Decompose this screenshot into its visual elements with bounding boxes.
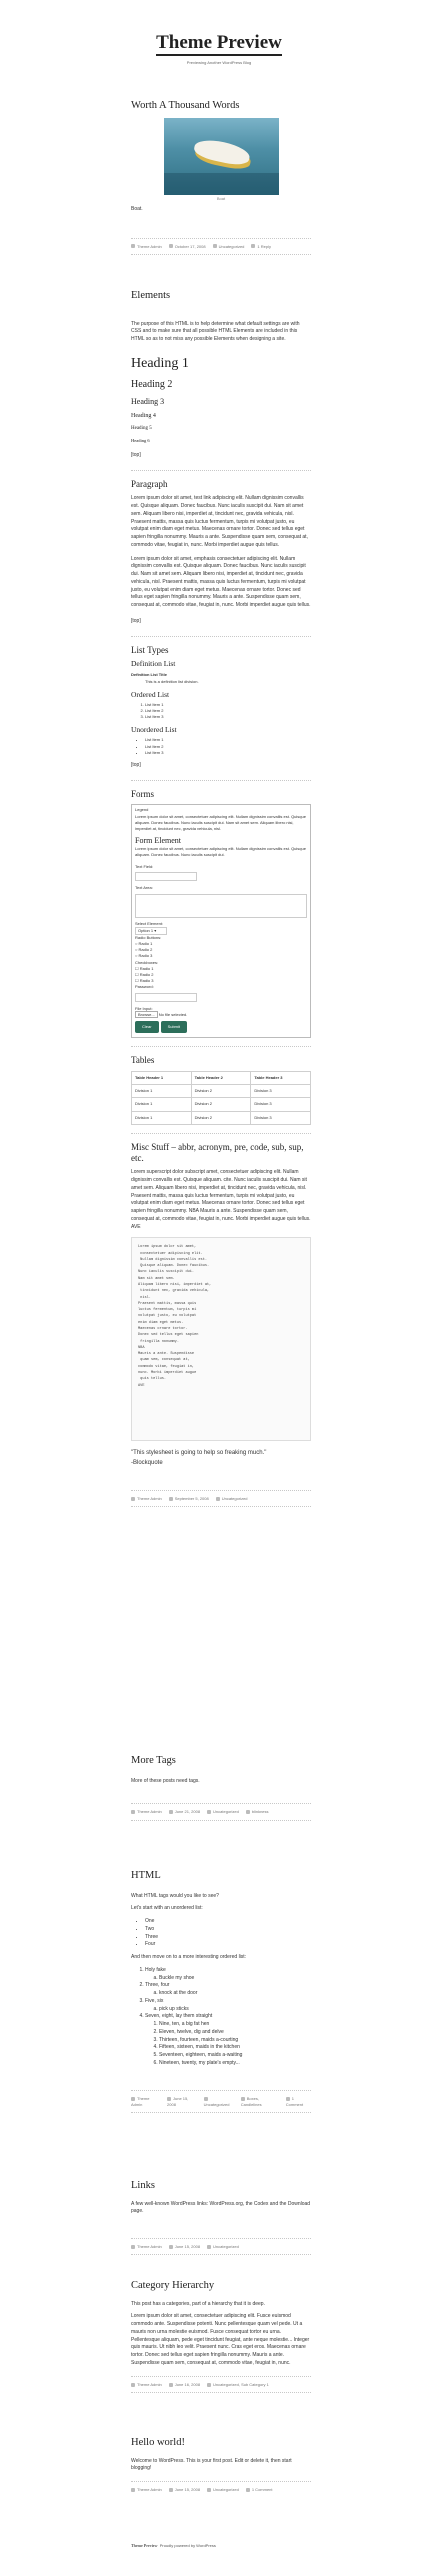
heading-5: Heading 5 xyxy=(131,426,152,432)
text-area[interactable] xyxy=(135,894,307,918)
preformatted-code: Lorem ipsum dolor sit amet, consectetuer adipiscing elit. Nullam dignissim convallis est. Quisque aliquam. Donec faucibus. Nunc iaculis suscipit dui. Nam sit amet sem. Aliquam libero nisi, imperdiet at, tincidunt nec, gravida vehicula, nisl. Praesent mattis, massa quis luctus fermentum, turpis mi volutpat justo, eu volutpat enim diam eget metus. Maecenas ornare tortor. Donec sed tellus eget sapien fringilla nonummy. NBA Mauris a ante. Suspendisse quam sem, consequat at, commodo vitae, feugiat in, nunc. Morbi imperdiet augue quis tellus. AVE xyxy=(131,1237,311,1441)
list-item: 4. Seven, eight, lay them straight 1. Nine, ten, a big fat hen 2. Eleven, twelve, dig and delve 3. Thirteen, fourteen, maids a-courting 4. Fifteen, sixteen, maids in the kitchen 5. Seventeen, eighteen, maids a-waiting 6. Nineteen, twenty, my plate's empty... xyxy=(145,2013,311,2067)
top-link[interactable]: [top] xyxy=(131,761,141,768)
table-cell: Division 2 xyxy=(191,1111,251,1124)
calendar-icon xyxy=(169,2488,173,2492)
calendar-icon xyxy=(169,2245,173,2249)
checkbox-label: Checkboxes: xyxy=(135,959,159,965)
radio-label: Radio Buttons: xyxy=(135,934,162,940)
clear-button[interactable]: Clear xyxy=(135,1021,159,1033)
ordered-list-heading: Ordered List xyxy=(131,689,170,699)
post-title[interactable]: Elements xyxy=(131,290,171,301)
list-item: 3. Thirteen, fourteen, maids a-courting xyxy=(159,2037,311,2045)
list-types-heading: List Types xyxy=(131,644,169,655)
radio-option[interactable]: ○ Radio 2 xyxy=(135,947,153,953)
list-item: 3. Five, six a. pick up sticks xyxy=(145,1998,311,2014)
table-cell: Division 1 xyxy=(132,1085,192,1098)
list-item: • List Item 3 xyxy=(145,750,311,756)
heading-6: Heading 6 xyxy=(131,438,150,444)
start-text: Let's start with an unordered list: xyxy=(131,1905,203,1912)
blockquote xyxy=(131,1449,311,1468)
table-header: Table Header 1 xyxy=(132,1071,192,1084)
folder-icon xyxy=(207,2383,211,2387)
top-link[interactable]: [top] xyxy=(131,617,141,624)
post-title[interactable]: Category Hierarchy xyxy=(131,2280,215,2291)
paragraph-2: Lorem ipsum dolor sit amet, emphasis consectetuer adipiscing elit. Nullam dignissim convallis est. Quisque aliquam. Donec faucibus. Nunc iaculis suscipit dui. Nam sit amet sem. Aliquam libero nisi, imperdiet at, tincidunt nec, gravida vehicula, nisl. Praesent mattis, massa quis luctus fermentum, turpis mi volutpat justo, eu volutpat enim diam eget metus. Maecenas ornare tortor. Donec sed tellus eget sapien fringilla nonummy. Mauris a ante. Suspendisse quam sem, consequat at, commodo vitae, feugiat in, nunc. Morbi imperdiet augue quis tellus. xyxy=(131,555,311,609)
paragraph-1: Lorem ipsum dolor sit amet, test link adipiscing elit. Nullam dignissim convallis est. Quisque aliquam. Donec faucibus. Nunc iaculis suscipit dui. Nam sit amet sem. Aliquam libero nisi, imperdiet at, tincidunt nec, gravida vehicula, nisl. Praesent mattis, massa quis luctus fermentum, turpis mi volutpat justo, eu volutpat enim diam eget metus. Maecenas ornare tortor. Donec sed tellus eget sapien fringilla nonummy. Mauris a ante. Suspendisse quam sem, consequat at, commodo vitae, feugiat in, nunc. Morbi imperdiet augue quis tellus. xyxy=(131,495,308,548)
author-icon xyxy=(131,244,135,248)
intro-text: The purpose of this HTML is to help determine what default settings are with CSS and to make sure that all possible HTML Elements are included in this HTML so as to not miss any possible Elements when designing a site. xyxy=(131,320,300,343)
blockquote-cite: -Blockquote xyxy=(131,1459,163,1466)
post-meta: Theme Admin October 17, 2008 Uncategorized 1 Reply xyxy=(131,244,311,250)
checkbox-option[interactable]: ☐ Radio 1 xyxy=(135,965,154,971)
post-meta: Theme Admin June 15, 2008 Uncategorized Boxes, Candlelines 1 Comment xyxy=(131,2095,304,2107)
folder-icon xyxy=(213,244,217,248)
image-caption: Boat xyxy=(216,195,226,201)
post-body: This post has a categories, part of a hierarchy that it is deep. xyxy=(131,2300,265,2307)
list-item: 2. List Item 2 xyxy=(145,708,311,714)
password-label: Password: xyxy=(135,984,154,990)
list-item: • Two xyxy=(145,1926,311,1934)
footer-site-title[interactable]: Theme Preview xyxy=(131,2543,158,2548)
author-icon xyxy=(131,2097,135,2101)
post-title[interactable]: More Tags xyxy=(131,1755,176,1766)
question-text: What HTML tags would you like to see? xyxy=(131,1892,219,1899)
list-item: 6. Nineteen, twenty, my plate's empty... xyxy=(159,2060,311,2068)
list-item: 1. Holy fake a. Buckle my shoe xyxy=(145,1967,311,1983)
site-title[interactable]: Theme Preview xyxy=(156,33,282,56)
unordered-list xyxy=(131,1918,311,1949)
list-item: 1. List Item 1 xyxy=(145,702,311,708)
radio-option[interactable]: ○ Radio 3 xyxy=(135,953,153,959)
post-more-tags xyxy=(131,1755,311,1821)
misc-text: Lorem superscript dolor subscript amet, consectetuer adipiscing elit. Nullam dignissim convallis est. Quisque aliquam. cite. Nunc iaculis suscipit dui. Nam sit amet sem. Aliquam libero nisi, imperdiet at, tincidunt nec, gravida vehicula, nisl. Praesent mattis, massa quis luctus fermentum, turpis mi volutpat justo, eu volutpat enim diam eget metus. Maecenas ornare tortor. Donec sed tellus eget sapien fringilla nonummy. NBA Mauris a ante. Suspendisse quam sem, consequat at, commodo vitae, feugiat in, nunc. Morbi imperdiet augue quis tellus. AVE xyxy=(131,1169,311,1230)
comment-icon xyxy=(251,244,255,248)
site-footer xyxy=(131,2543,216,2549)
post-html xyxy=(131,1870,311,2113)
comment-icon xyxy=(246,2488,250,2492)
calendar-icon xyxy=(169,1810,173,1814)
post-body: A few well-known WordPress links: WordPress.org, the Codex and the Download page. xyxy=(131,2200,311,2215)
author-icon xyxy=(131,1497,135,1501)
post-title[interactable]: HTML xyxy=(131,1870,161,1881)
post-body: More of these posts need tags. xyxy=(131,1777,200,1784)
table-cell: Division 3 xyxy=(251,1111,311,1124)
post-worth-a-thousand-words xyxy=(131,100,311,255)
unordered-list xyxy=(131,737,311,756)
text-area-label: Text Area: xyxy=(135,885,153,891)
table-row xyxy=(132,1111,311,1124)
tables-heading: Tables xyxy=(131,1055,155,1066)
author-icon xyxy=(131,2245,135,2249)
table-cell: Division 1 xyxy=(132,1098,192,1111)
data-table xyxy=(131,1071,311,1125)
unordered-list-heading: Unordered List xyxy=(131,725,177,735)
legend: Legend xyxy=(135,807,149,813)
folder-icon xyxy=(216,1497,220,1501)
tag-icon xyxy=(241,2097,245,2101)
text-field-label: Text Field: xyxy=(135,864,154,870)
forms-heading: Forms xyxy=(131,788,155,799)
site-header xyxy=(0,0,438,66)
folder-icon xyxy=(204,2097,208,2101)
post-meta: Theme Admin June 21, 2008 Uncategorized blinkness xyxy=(131,1809,311,1815)
list-item: 5. Seventeen, eighteen, maids a-waiting xyxy=(159,2052,311,2060)
top-link[interactable]: [top] xyxy=(131,451,141,458)
table-row xyxy=(132,1085,311,1098)
list-item: 2. Three, four a. knock at the door xyxy=(145,1982,311,1998)
list-item: 4. Fifteen, sixteen, maids in the kitchen xyxy=(159,2044,311,2052)
author-icon xyxy=(131,2383,135,2387)
list-item: a. knock at the door xyxy=(159,1990,311,1998)
table-cell: Division 2 xyxy=(191,1098,251,1111)
form-text: Lorem ipsum dolor sit amet, consectetuer adipiscing elit. Nullam dignissim convallis est. Quisque aliquam. Donec faucibus. Nunc iaculis suscipit dui. xyxy=(135,845,306,857)
submit-button[interactable]: Submit xyxy=(161,1021,187,1033)
calendar-icon xyxy=(169,2383,173,2387)
folder-icon xyxy=(207,2245,211,2249)
checkbox-option[interactable]: ☐ Radio 3 xyxy=(135,978,154,984)
ordered-list xyxy=(131,702,311,721)
post-category-hierarchy xyxy=(131,2280,311,2393)
legend-text: Lorem ipsum dolor sit amet, consectetuer adipiscing elit. Nullam dignissim convallis est. Quisque aliquam. Donec faucibus. Nunc iaculis suscipit dui. Nam sit amet sem. Aliquam libero nisi, imperdiet at, tincidunt nec, gravida vehicula, nisl. xyxy=(135,813,306,832)
footer-powered-by[interactable]: Proudly powered by WordPress xyxy=(159,2543,216,2548)
calendar-icon xyxy=(167,2097,171,2101)
table-row xyxy=(132,1098,311,1111)
list-item: • List Item 1 xyxy=(145,737,311,743)
heading-2: Heading 2 xyxy=(131,378,173,390)
table-cell: Division 1 xyxy=(132,1111,192,1124)
select-label: Select Element: xyxy=(135,920,164,926)
post-meta: Theme Admin June 15, 2008 Uncategorized 1 Comment xyxy=(131,2487,311,2493)
list-item: • List Item 2 xyxy=(145,744,311,750)
nested-intro: And then move on to a more interesting ordered list: xyxy=(131,1954,247,1961)
list-item: 1. Nine, ten, a big fat hen xyxy=(159,2021,311,2029)
post-title[interactable]: Worth A Thousand Words xyxy=(131,100,240,111)
folder-icon xyxy=(207,2488,211,2492)
definition-title: Definition List Title xyxy=(131,672,167,678)
paragraph-heading: Paragraph xyxy=(131,478,168,489)
form-element-heading: Form Element xyxy=(135,836,181,846)
form-fieldset xyxy=(131,804,311,1038)
post-links xyxy=(131,2180,311,2255)
radio-option[interactable]: ○ Radio 1 xyxy=(135,941,153,947)
file-input[interactable]: Browse... No file selected. xyxy=(135,1012,307,1018)
ordered-list xyxy=(131,1967,311,2068)
post-body-2: Lorem ipsum dolor sit amet, consectetuer adipiscing elit. Fusce euismod commodo ante. Suspendisse potenti. Nunc pellentesque quam vel pede. Ut a mauris non urna molestie euismod. Fusce consequat tortor eu urna. Pellentesque aliquam, pede eget tincidunt feugiat, ante neque molestie... Integer quis mauris. Ut nibh leo velit. Praesent nunc. Cras eget eros. Maecenas ornare tortor. Donec sed tellus eget sapien fringilla nonummy. Mauris a ante. Suspendisse quam sem, consequat at, commodo vitae, feugiat in, nunc. xyxy=(131,2313,310,2366)
file-label: File Input: xyxy=(135,1005,153,1011)
author-icon xyxy=(131,2488,135,2492)
post-title[interactable]: Hello world! xyxy=(131,2437,185,2448)
post-body: Boat. xyxy=(131,205,143,212)
post-hello-world xyxy=(131,2437,311,2493)
site-description: Previewing Another WordPress Blog xyxy=(186,59,252,65)
list-item: • One xyxy=(145,1918,311,1926)
folder-icon xyxy=(207,1810,211,1814)
definition-description: This is a definition list division. xyxy=(145,678,199,684)
post-meta: Theme Admin June 15, 2008 Uncategorized xyxy=(131,2244,311,2250)
post-title[interactable]: Links xyxy=(131,2180,155,2191)
select-element[interactable]: Option 1 ▾ xyxy=(135,927,167,935)
list-item: 2. Eleven, twelve, dig and delve xyxy=(159,2029,311,2037)
text-field[interactable] xyxy=(135,872,197,881)
heading-3: Heading 3 xyxy=(131,396,165,406)
list-item: • Three xyxy=(145,1934,311,1942)
post-elements xyxy=(131,290,311,1507)
password-field[interactable] xyxy=(135,993,197,1002)
list-item: a. Buckle my shoe xyxy=(159,1975,311,1983)
boat-photo xyxy=(164,118,279,195)
table-header: Table Header 3 xyxy=(251,1071,311,1084)
table-cell: Division 3 xyxy=(251,1098,311,1111)
table-cell: Division 3 xyxy=(251,1085,311,1098)
definition-list-heading: Definition List xyxy=(131,659,176,669)
heading-1: Heading 1 xyxy=(131,355,189,371)
author-icon xyxy=(131,1810,135,1814)
checkbox-option[interactable]: ☐ Radio 2 xyxy=(135,972,154,978)
list-item: • Four xyxy=(145,1941,311,1949)
post-body: Welcome to WordPress. This is your first post. Edit or delete it, then start blogging! xyxy=(131,2457,292,2472)
calendar-icon xyxy=(169,244,173,248)
misc-heading: Misc Stuff – abbr, acronym, pre, code, sub, sup, etc. xyxy=(131,1141,304,1163)
calendar-icon xyxy=(169,1497,173,1501)
tag-icon xyxy=(246,1810,250,1814)
post-meta: Theme Admin June 16, 2008 Uncategorized, Sub Category 1 xyxy=(131,2382,311,2388)
comment-icon xyxy=(286,2097,290,2101)
table-cell: Division 2 xyxy=(191,1085,251,1098)
table-header-row xyxy=(132,1071,311,1084)
table-header: Table Header 2 xyxy=(191,1071,251,1084)
heading-4: Heading 4 xyxy=(131,413,156,420)
list-item: 3. List Item 3 xyxy=(145,714,311,720)
post-meta: Theme Admin September 5, 2008 Uncategorized xyxy=(131,1496,311,1502)
list-item: a. pick up sticks xyxy=(159,2006,311,2014)
blockquote-text: "This stylesheet is going to help so freaking much." xyxy=(131,1450,267,1457)
